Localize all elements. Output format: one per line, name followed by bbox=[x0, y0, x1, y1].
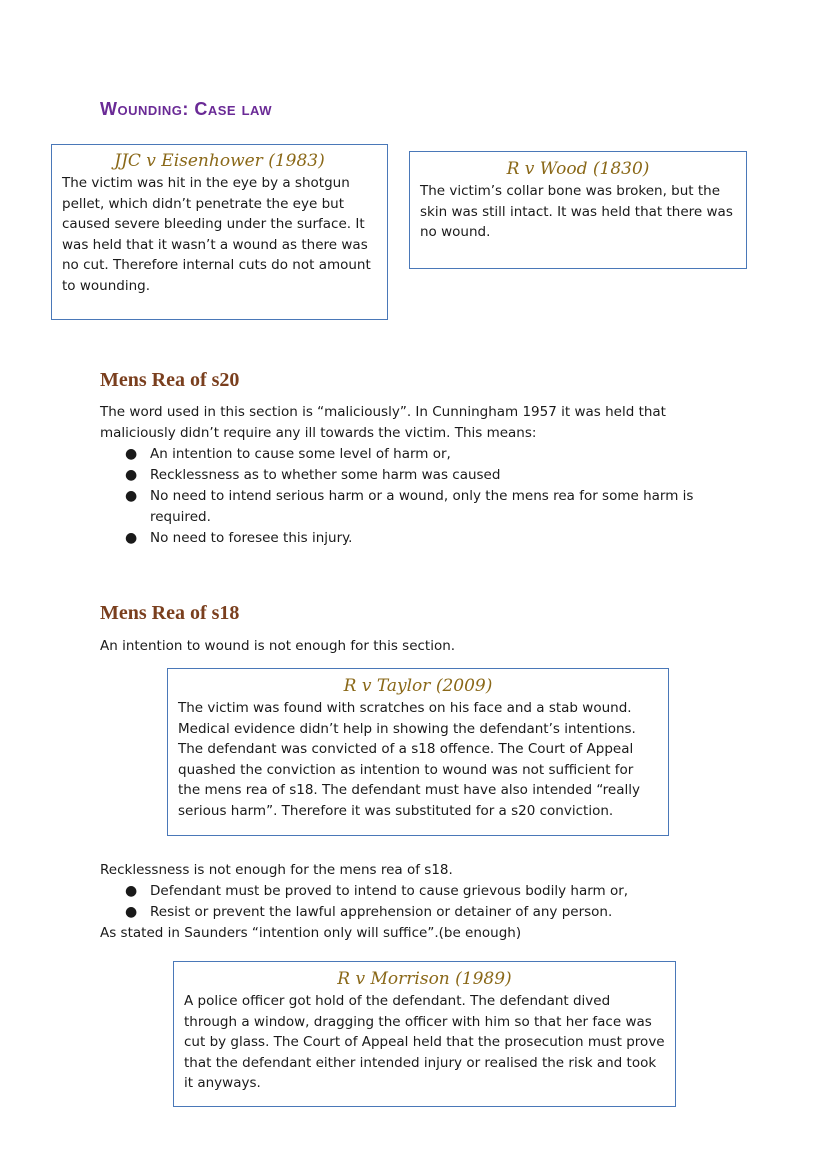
s20-body bbox=[100, 402, 700, 549]
case-box-morrison bbox=[173, 961, 676, 1107]
list-item: ● Defendant must be proved to intend to cause grievous bodily harm or, bbox=[125, 883, 629, 899]
case-title: R v Morrison (1989) bbox=[337, 969, 512, 989]
list-item: ● An intention to cause some level of harm or, bbox=[125, 446, 451, 462]
wounding-heading: Wounding: Case law bbox=[100, 99, 272, 119]
s18-bullet-list bbox=[100, 881, 720, 923]
case-text: The victim’s collar bone was broken, but the skin was still intact. It was held that there was no wound. bbox=[420, 183, 733, 240]
s18-recklessness-block bbox=[100, 860, 720, 944]
case-text: The victim was found with scratches on his face and a stab wound. Medical evidence didn’t help in showing the defendant’s intentions. The defendant was convicted of a s18 offence. The Court of Appeal quashed the conviction as intention to wound was not sufficient for the mens rea of s18. The defendant must have also intended “really serious harm”. Therefore it was substituted for a s20 conviction. bbox=[178, 700, 640, 819]
s18-intro: An intention to wound is not enough for this section. bbox=[100, 638, 456, 654]
case-box-wood bbox=[409, 151, 747, 269]
case-box-eisenhower bbox=[51, 144, 388, 320]
list-item: ● No need to intend serious harm or a wound, only the mens rea for some harm is required. bbox=[125, 488, 694, 525]
case-text: A police officer got hold of the defendant. The defendant dived through a window, dragging the officer with him so that her face was cut by glass. The Court of Appeal held that the prosecution must prove that the defendant either intended injury or realised the risk and took it anyways. bbox=[184, 993, 665, 1091]
recklessness-text: Recklessness is not enough for the mens rea of s18. bbox=[100, 862, 453, 878]
s20-heading: Mens Rea of s20 bbox=[100, 369, 240, 391]
case-text: The victim was hit in the eye by a shotgun pellet, which didn’t penetrate the eye but caused severe bleeding under the surface. It was held that it wasn’t a wound as there was no cut. Therefore internal cuts do not amount to wounding. bbox=[62, 175, 371, 294]
case-box-taylor bbox=[167, 668, 669, 836]
list-item: ● No need to foresee this injury. bbox=[125, 530, 353, 546]
saunders-text: As stated in Saunders “intention only will suffice”.(be enough) bbox=[100, 925, 522, 941]
case-title: R v Wood (1830) bbox=[506, 159, 650, 179]
s20-bullet-list bbox=[100, 444, 700, 549]
case-title: JJC v Eisenhower (1983) bbox=[114, 151, 325, 171]
case-title: R v Taylor (2009) bbox=[343, 676, 493, 696]
s18-heading: Mens Rea of s18 bbox=[100, 602, 240, 624]
s20-intro: The word used in this section is “maliciously”. In Cunningham 1957 it was held that maliciously didn’t require any ill towards the victim. This means: bbox=[100, 404, 666, 441]
list-item: ● Resist or prevent the lawful apprehension or detainer of any person. bbox=[125, 904, 613, 920]
list-item: ● Recklessness as to whether some harm was caused bbox=[125, 467, 501, 483]
